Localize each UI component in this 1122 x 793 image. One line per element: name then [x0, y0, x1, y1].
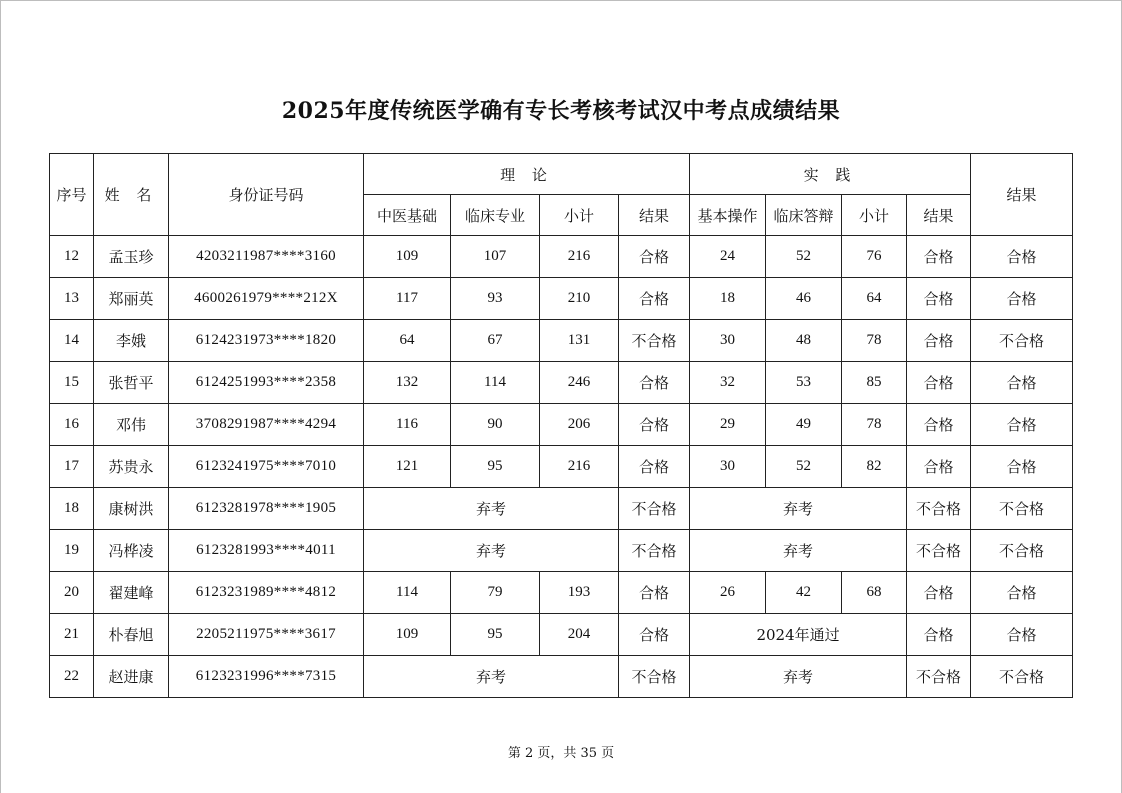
cell-theory-result: 合格 — [619, 236, 690, 278]
cell-theory-result: 合格 — [619, 278, 690, 320]
cell-seq: 17 — [50, 446, 94, 488]
header-practice-col: 临床答辩 — [766, 195, 842, 236]
cell-theory-result: 不合格 — [619, 530, 690, 572]
cell-seq: 21 — [50, 614, 94, 656]
cell-name: 赵进康 — [94, 656, 169, 698]
cell-practice-operation: 30 — [690, 446, 766, 488]
cell-practice-note: 弃考 — [690, 530, 907, 572]
cell-final-result: 不合格 — [971, 530, 1073, 572]
cell-practice-subtotal: 64 — [842, 278, 907, 320]
cell-id: 4203211987****3160 — [169, 236, 364, 278]
cell-theory-result: 合格 — [619, 404, 690, 446]
cell-practice-result: 不合格 — [907, 530, 971, 572]
cell-theory-basic: 114 — [364, 572, 451, 614]
cell-id: 6123231996****7315 — [169, 656, 364, 698]
page-border-top — [0, 0, 1122, 1]
cell-practice-subtotal: 78 — [842, 320, 907, 362]
cell-id: 6123281978****1905 — [169, 488, 364, 530]
cell-theory-clinical: 95 — [451, 446, 540, 488]
header-id: 身份证号码 — [169, 154, 364, 236]
cell-final-result: 合格 — [971, 404, 1073, 446]
cell-theory-subtotal: 246 — [540, 362, 619, 404]
cell-id: 6123281993****4011 — [169, 530, 364, 572]
cell-seq: 14 — [50, 320, 94, 362]
cell-practice-defense: 52 — [766, 236, 842, 278]
cell-practice-result: 合格 — [907, 320, 971, 362]
header-theory-col: 小计 — [540, 195, 619, 236]
cell-id: 4600261979****212X — [169, 278, 364, 320]
cell-theory-basic: 121 — [364, 446, 451, 488]
cell-theory-basic: 116 — [364, 404, 451, 446]
cell-practice-operation: 29 — [690, 404, 766, 446]
cell-name: 康树洪 — [94, 488, 169, 530]
table-row — [50, 446, 1073, 488]
cell-practice-operation: 24 — [690, 236, 766, 278]
cell-seq: 18 — [50, 488, 94, 530]
cell-theory-result: 不合格 — [619, 320, 690, 362]
cell-name: 李娥 — [94, 320, 169, 362]
header-practice-col: 基本操作 — [690, 195, 766, 236]
cell-theory-subtotal: 131 — [540, 320, 619, 362]
cell-seq: 13 — [50, 278, 94, 320]
table-row — [50, 362, 1073, 404]
page-title: 2025年度传统医学确有专长考核考试汉中考点成绩结果 — [281, 98, 841, 124]
cell-final-result: 合格 — [971, 236, 1073, 278]
cell-practice-subtotal: 78 — [842, 404, 907, 446]
cell-practice-result: 不合格 — [907, 488, 971, 530]
cell-name: 郑丽英 — [94, 278, 169, 320]
header-theory-col: 中医基础 — [364, 195, 451, 236]
cell-practice-note: 弃考 — [690, 656, 907, 698]
cell-theory-subtotal: 206 — [540, 404, 619, 446]
cell-theory-clinical: 107 — [451, 236, 540, 278]
cell-name: 张哲平 — [94, 362, 169, 404]
cell-theory-clinical: 67 — [451, 320, 540, 362]
cell-practice-result: 合格 — [907, 404, 971, 446]
cell-final-result: 不合格 — [971, 656, 1073, 698]
cell-practice-defense: 42 — [766, 572, 842, 614]
cell-practice-note: 2024年通过 — [690, 614, 907, 656]
cell-name: 孟玉珍 — [94, 236, 169, 278]
cell-theory-note: 弃考 — [364, 656, 619, 698]
cell-practice-subtotal: 82 — [842, 446, 907, 488]
cell-theory-subtotal: 216 — [540, 236, 619, 278]
cell-practice-subtotal: 68 — [842, 572, 907, 614]
cell-final-result: 合格 — [971, 362, 1073, 404]
cell-practice-result: 合格 — [907, 446, 971, 488]
cell-theory-basic: 109 — [364, 236, 451, 278]
cell-theory-result: 合格 — [619, 446, 690, 488]
cell-seq: 22 — [50, 656, 94, 698]
cell-practice-defense: 48 — [766, 320, 842, 362]
page-number-footer: 第 2 页，共 35 页 — [507, 746, 615, 761]
cell-practice-operation: 18 — [690, 278, 766, 320]
header-practice: 实 践 — [690, 154, 971, 195]
table-row — [50, 656, 1073, 698]
cell-name: 冯桦凌 — [94, 530, 169, 572]
cell-practice-defense: 49 — [766, 404, 842, 446]
header-theory-col: 结果 — [619, 195, 690, 236]
table-row — [50, 278, 1073, 320]
cell-theory-result: 合格 — [619, 362, 690, 404]
cell-seq: 12 — [50, 236, 94, 278]
cell-id: 2205211975****3617 — [169, 614, 364, 656]
cell-seq: 16 — [50, 404, 94, 446]
cell-id: 3708291987****4294 — [169, 404, 364, 446]
table-row — [50, 572, 1073, 614]
score-table — [49, 153, 1073, 698]
cell-theory-basic: 109 — [364, 614, 451, 656]
cell-id: 6123231989****4812 — [169, 572, 364, 614]
cell-final-result: 合格 — [971, 614, 1073, 656]
cell-theory-result: 不合格 — [619, 488, 690, 530]
cell-theory-clinical: 79 — [451, 572, 540, 614]
cell-theory-result: 合格 — [619, 614, 690, 656]
cell-theory-subtotal: 216 — [540, 446, 619, 488]
table-row — [50, 236, 1073, 278]
cell-practice-result: 合格 — [907, 236, 971, 278]
cell-theory-subtotal: 193 — [540, 572, 619, 614]
cell-practice-operation: 30 — [690, 320, 766, 362]
cell-theory-clinical: 93 — [451, 278, 540, 320]
cell-theory-clinical: 95 — [451, 614, 540, 656]
table-row — [50, 614, 1073, 656]
cell-practice-operation: 26 — [690, 572, 766, 614]
cell-practice-result: 合格 — [907, 362, 971, 404]
cell-practice-result: 不合格 — [907, 656, 971, 698]
cell-practice-subtotal: 85 — [842, 362, 907, 404]
cell-id: 6124251993****2358 — [169, 362, 364, 404]
cell-id: 6124231973****1820 — [169, 320, 364, 362]
cell-theory-clinical: 114 — [451, 362, 540, 404]
cell-theory-result: 不合格 — [619, 656, 690, 698]
cell-practice-result: 合格 — [907, 614, 971, 656]
cell-theory-basic: 117 — [364, 278, 451, 320]
header-theory: 理 论 — [364, 154, 690, 195]
header-theory-col: 临床专业 — [451, 195, 540, 236]
cell-practice-operation: 32 — [690, 362, 766, 404]
cell-theory-clinical: 90 — [451, 404, 540, 446]
cell-name: 翟建峰 — [94, 572, 169, 614]
table-row — [50, 488, 1073, 530]
cell-name: 朴春旭 — [94, 614, 169, 656]
cell-practice-result: 合格 — [907, 278, 971, 320]
cell-theory-subtotal: 210 — [540, 278, 619, 320]
header-result: 结果 — [971, 154, 1073, 236]
cell-theory-result: 合格 — [619, 572, 690, 614]
cell-final-result: 合格 — [971, 446, 1073, 488]
cell-final-result: 不合格 — [971, 320, 1073, 362]
cell-theory-basic: 132 — [364, 362, 451, 404]
cell-practice-subtotal: 76 — [842, 236, 907, 278]
cell-seq: 20 — [50, 572, 94, 614]
cell-final-result: 合格 — [971, 278, 1073, 320]
table-row — [50, 320, 1073, 362]
cell-theory-subtotal: 204 — [540, 614, 619, 656]
header-seq: 序号 — [50, 154, 94, 236]
table-row — [50, 404, 1073, 446]
cell-name: 苏贵永 — [94, 446, 169, 488]
cell-final-result: 不合格 — [971, 488, 1073, 530]
cell-seq: 15 — [50, 362, 94, 404]
cell-practice-note: 弃考 — [690, 488, 907, 530]
header-name: 姓 名 — [94, 154, 169, 236]
cell-name: 邓伟 — [94, 404, 169, 446]
cell-theory-basic: 64 — [364, 320, 451, 362]
table-row — [50, 530, 1073, 572]
cell-seq: 19 — [50, 530, 94, 572]
cell-theory-note: 弃考 — [364, 488, 619, 530]
header-practice-col: 结果 — [907, 195, 971, 236]
cell-practice-defense: 52 — [766, 446, 842, 488]
cell-practice-defense: 46 — [766, 278, 842, 320]
cell-final-result: 合格 — [971, 572, 1073, 614]
header-practice-col: 小计 — [842, 195, 907, 236]
cell-id: 6123241975****7010 — [169, 446, 364, 488]
cell-practice-defense: 53 — [766, 362, 842, 404]
cell-practice-result: 合格 — [907, 572, 971, 614]
cell-theory-note: 弃考 — [364, 530, 619, 572]
